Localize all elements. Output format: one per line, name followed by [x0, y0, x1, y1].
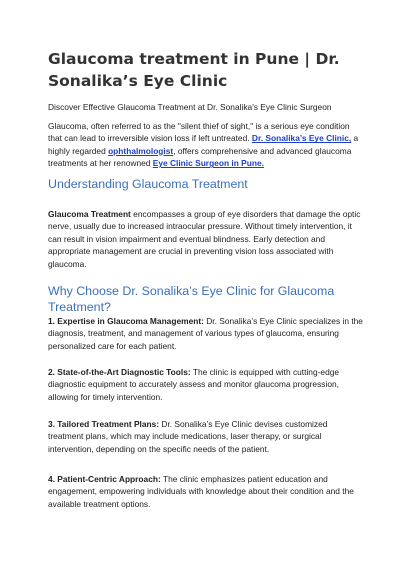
clinic-link[interactable]: Dr. Sonalika’s Eye Clinic, [251, 133, 352, 144]
intro-lead: Discover Effective Glaucoma Treatment at Dr. Sonalika's Eye Clinic Surgeon [48, 102, 332, 112]
list-item [48, 473, 364, 510]
list-item-title: 2. State-of-the-Art Diagnostic Tools: [48, 367, 191, 377]
list-item [48, 418, 364, 455]
list-item [48, 366, 364, 403]
list-item-title: 4. Patient-Centric Approach: [48, 474, 161, 484]
eye-clinic-surgeon-link[interactable]: Eye Clinic Surgeon in Pune. [152, 158, 264, 169]
intro-paragraph [48, 120, 364, 170]
ophthalmologist-link[interactable]: ophthalmologist [108, 145, 174, 156]
list-item-title: 3. Tailored Treatment Plans: [48, 419, 160, 429]
glaucoma-treatment-term: Glaucoma Treatment [48, 209, 131, 219]
intro-text-2: a highly regarded [48, 133, 359, 156]
section-understanding-text: encompasses a group of eye disorders that damage the optic nerve, usually due to increased intraocular pressure. Without timely intervention, it can result in vision impairment and eventual blindness. Early detection and appropriate management are crucial in preventing vision loss associated with glaucoma. [48, 209, 361, 269]
section-heading-understanding: Understanding Glaucoma Treatment [48, 177, 248, 191]
section-understanding-paragraph [48, 208, 364, 270]
intro-text-3: , offers comprehensive and advanced glaucoma treatments at her renowned [48, 145, 352, 169]
section-heading-why-choose: Why Choose Dr. Sonalika’s Eye Clinic for Glaucoma Treatment? [48, 284, 335, 314]
list-item-title: 1. Expertise in Glaucoma Management: [48, 316, 204, 326]
list-item-text: Dr. Sonalika’s Eye Clinic devises customized treatment plans, which may include medications, laser therapy, or surgical intervention, depending on the specific needs of the patient. [48, 419, 328, 454]
list-item [48, 315, 364, 352]
intro-text-1: Glaucoma, often referred to as the "silent thief of sight," is a serious eye condition that can lead to irreversible vision loss if left untreated. [48, 121, 350, 144]
page-title: Glaucoma treatment in Pune | Dr. Sonalika’s Eye Clinic [48, 50, 340, 90]
list-item-text: The clinic is equipped with cutting-edge diagnostic equipment to accurately assess and monitor glaucoma progression, allowing for timely intervention. [48, 367, 340, 402]
list-item-text: The clinic emphasizes patient education and engagement, empowering individuals with knowledge about their condition and the available treatment options. [48, 474, 354, 509]
list-item-text: Dr. Sonalika’s Eye Clinic specializes in the diagnosis, treatment, and management of various types of glaucoma, ensuring personalized care for each patient. [48, 316, 363, 351]
